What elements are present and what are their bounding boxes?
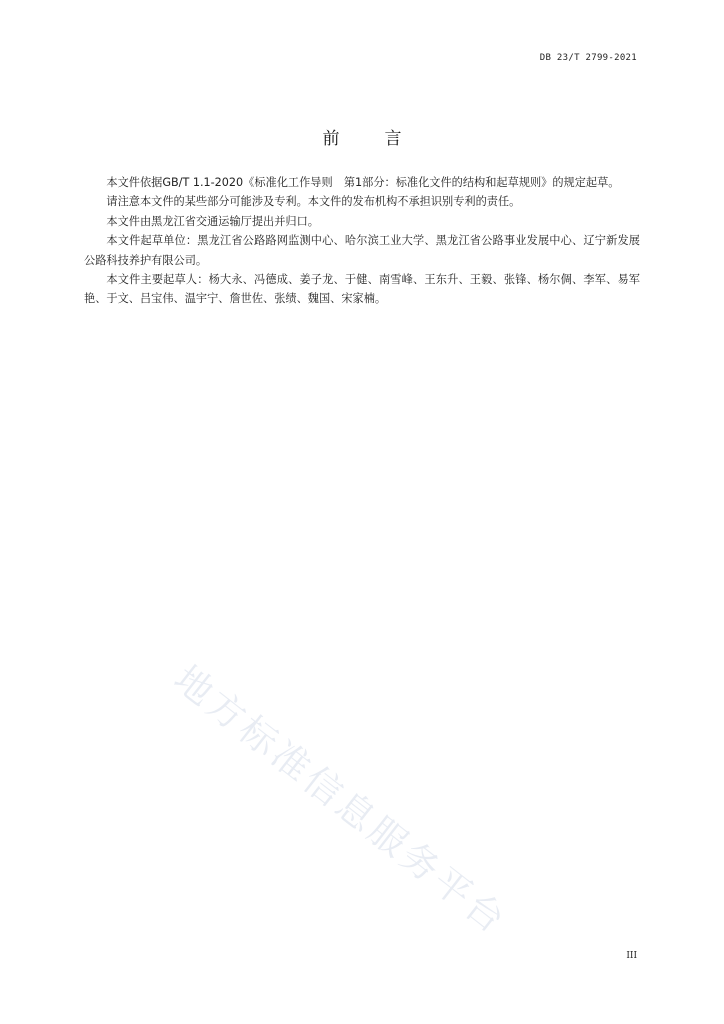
paragraph-proposer: 本文件由黑龙江省交通运输厅提出并归口。 (106, 214, 319, 228)
paragraph-basis: 本文件依据GB/T 1.1-2020《标准化工作导则 第1部分：标准化文件的结构和起草规则》的规定起草。 (106, 176, 620, 189)
paragraph-drafters: 本文件主要起草人：杨大永、冯德成、姜子龙、于健、南雪峰、王东升、王毅、张锋、杨尔倜、李军、易军艳、于文、吕宝伟、温宇宁、詹世佐、张绩、魏国、宋家楠。 (84, 273, 640, 306)
document-code: DB 23/T 2799-2021 (539, 53, 637, 63)
watermark-text: 地方标准信息服务平台 (165, 657, 516, 944)
paragraph-patent-notice: 请注意本文件的某些部分可能涉及专利。本文件的发布机构不承担识别专利的责任。 (106, 195, 521, 209)
foreword-body (84, 173, 640, 309)
page-number: III (626, 951, 637, 961)
paragraph-drafting-units: 本文件起草单位：黑龙江省公路路网监测中心、哈尔滨工业大学、黑龙江省公路事业发展中心、辽宁新发展公路科技养护有限公司。 (84, 234, 640, 267)
page-title: 前言 (322, 129, 447, 149)
